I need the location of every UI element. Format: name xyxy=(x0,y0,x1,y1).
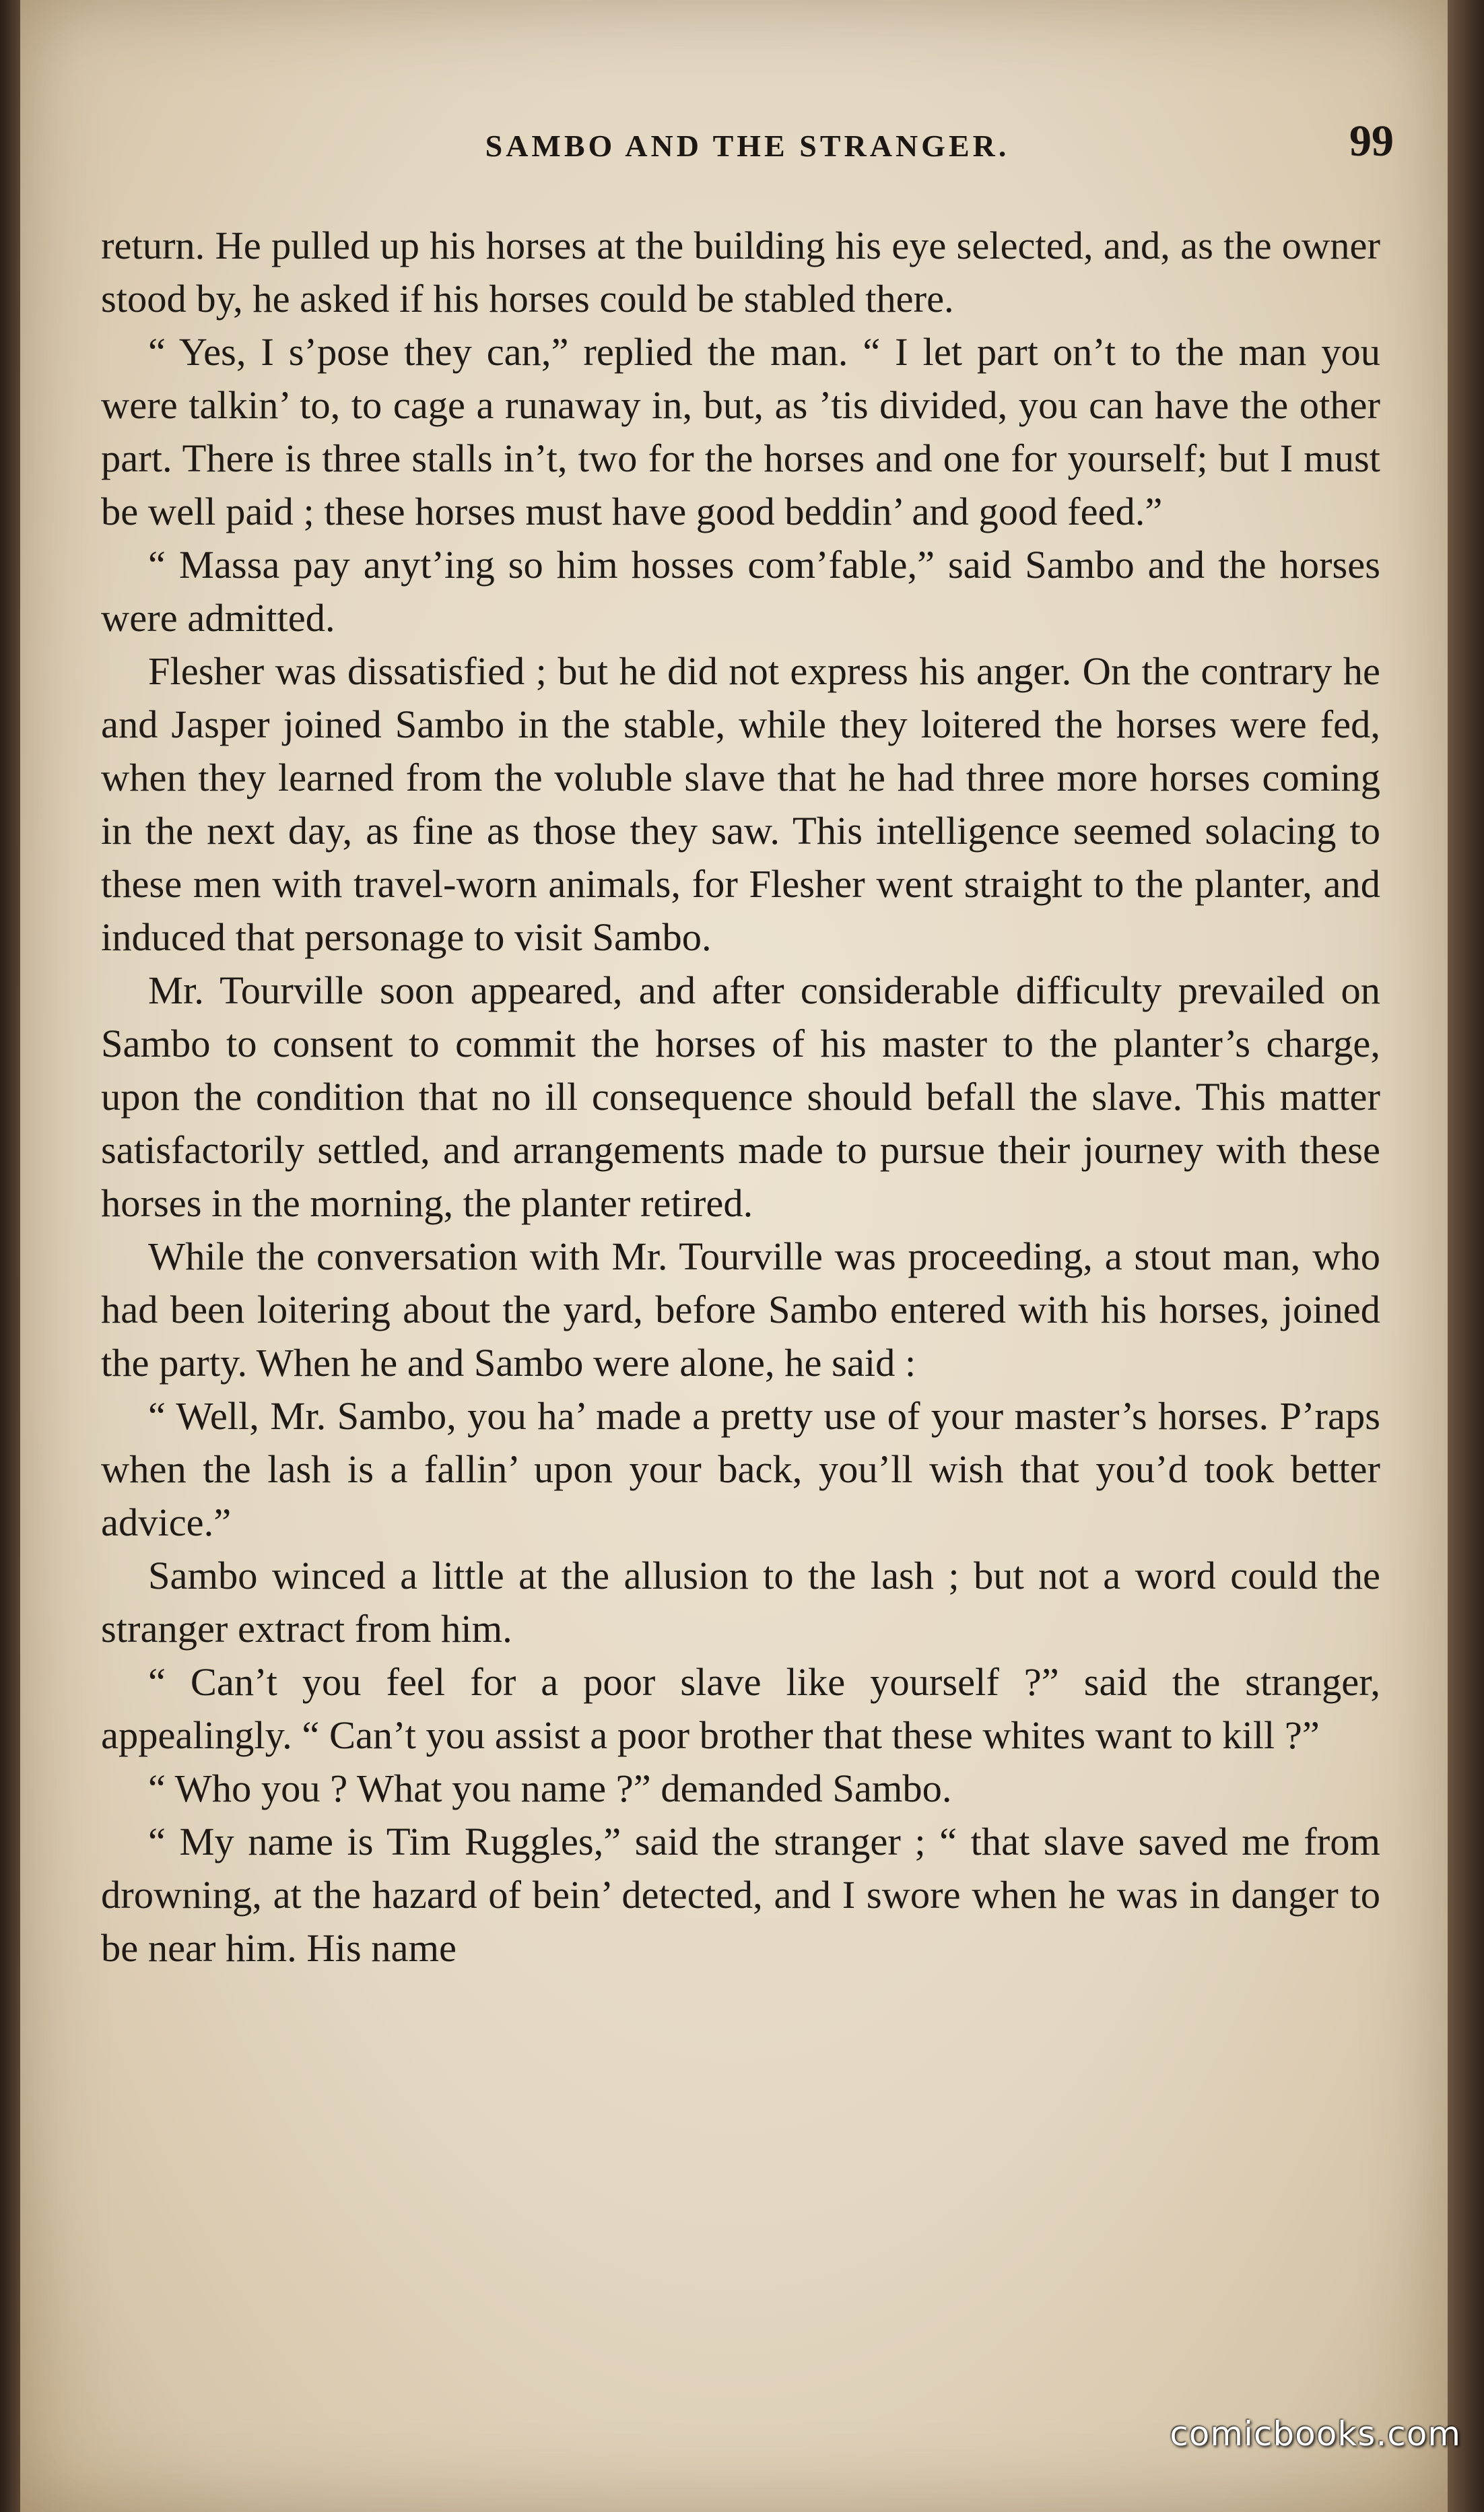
paragraph-9: “ Can’t you feel for a poor slave like yourself ?” said the stranger, appealingly. “ Can’t you assist a poor brother that these whites want to kill ?” xyxy=(101,1660,1380,1757)
running-head: SAMBO AND THE STRANGER. xyxy=(485,129,1010,163)
page-right-edge xyxy=(1448,0,1484,2512)
paragraph-10: “ Who you ? What you name ?” demanded Sambo. xyxy=(148,1766,952,1810)
paragraph-6: While the conversation with Mr. Tourville was proceeding, a stout man, who had been loitering about the yard, before Sambo entered with his horses, joined the party. When he and Sambo were alone, he said : xyxy=(101,1234,1380,1385)
page-number: 99 xyxy=(1349,117,1394,166)
paragraph-11: “ My name is Tim Ruggles,” said the stranger ; “ that slave saved me from drowning, at the hazard of bein’ detected, and I swore when he was in danger to be near him. His name xyxy=(101,1820,1380,1970)
paragraph-7: “ Well, Mr. Sambo, you ha’ made a pretty use of your master’s horses. P’raps when the lash is a fallin’ upon your back, you’ll wish that you’d took better advice.” xyxy=(101,1394,1380,1544)
paragraph-5: Mr. Tourville soon appeared, and after considerable difficulty prevailed on Sambo to consent to commit the horses of his master to the planter’s charge, upon the condition that no ill consequence should befall the slave. This matter satisfactorily settled, and arrangements made to pursue their journey with these horses in the morning, the planter retired. xyxy=(101,968,1380,1225)
paragraph-1: return. He pulled up his horses at the building his eye selected, and, as the owner stood by, he asked if his horses could be stabled there. xyxy=(101,224,1380,321)
paragraph-8: Sambo winced a little at the allusion to the lash ; but not a word could the stranger extract from him. xyxy=(101,1554,1380,1651)
paragraph-2: “ Yes, I s’pose they can,” replied the man. “ I let part on’t to the man you were talkin’ to, to cage a runaway in, but, as ’tis divided, you can have the other part. There is three stalls in’t, two for the horses and one for yourself; but I must be well paid ; these horses must have good beddin’ and good feed.” xyxy=(101,330,1380,533)
body-text xyxy=(101,219,1380,1975)
paragraph-4: Flesher was dissatisfied ; but he did not express his anger. On the contrary he and Jasper joined Sambo in the stable, while they loitered the horses were fed, when they learned from the voluble slave that he had three more horses coming in the next day, as fine as those they saw. This intelligence seemed solacing to these men with travel-worn animals, for Flesher went straight to the planter, and induced that personage to visit Sambo. xyxy=(101,649,1380,959)
paragraph-3: “ Massa pay anyt’ing so him hosses com’fable,” said Sambo and the horses were admitted. xyxy=(101,543,1380,640)
page-gutter-shadow xyxy=(0,0,20,2512)
watermark: comicbooks.com xyxy=(1170,2414,1461,2453)
